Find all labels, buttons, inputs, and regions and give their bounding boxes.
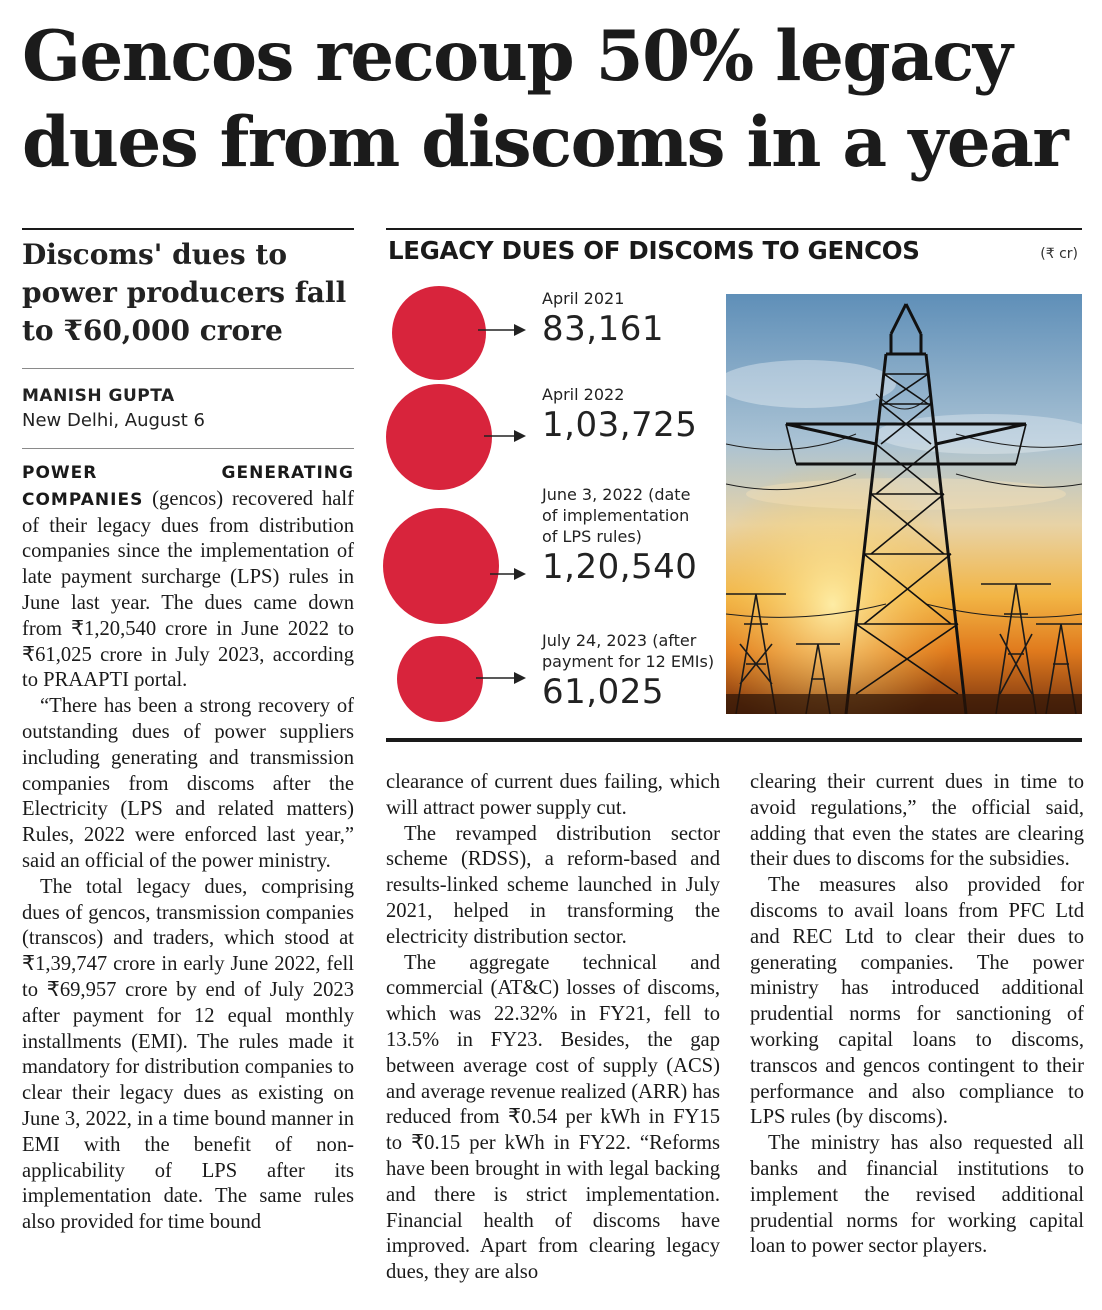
article-paragraph [22, 460, 354, 694]
article-paragraph: “There has been a strong recovery of outstanding dues of power suppliers including generating and transmission companies from discoms after the Electricity (LPS and related matters) Rules, 2022 were enforced last year,” said an official of the power ministry. [22, 695, 354, 872]
byline-bottom-rule [22, 448, 354, 449]
article-paragraph-text: (gencos) recovered half of their legacy dues from distribution companies since the implementation of late payment surcharge (LPS) rules in June last year. The dues came down from ₹1,20,540 crore in June 2022 to ₹61,025 crore in July 2023, according to PRAAPTI portal. [22, 487, 354, 692]
subheadline-line-2: power producers fall [22, 276, 347, 309]
article-column-2 [386, 770, 720, 1286]
entry-value: 1,03,725 [542, 405, 698, 445]
subheadline [22, 236, 352, 350]
graphic-top-rule [386, 228, 1082, 230]
bubble-april-2022 [386, 384, 492, 490]
entry-date-line-2: payment for 12 EMIs) [542, 652, 715, 671]
arrow-icon [476, 670, 528, 686]
entry-date: June 3, 2022 (date [542, 485, 691, 504]
article-column-1 [22, 460, 354, 1236]
entry-date: April 2022 [542, 385, 625, 404]
subheadline-line-1: Discoms' dues to [22, 238, 287, 271]
article-paragraph: clearing their current dues in time to avoid regulations,” the official said, adding that even the states are clearing their dues to discoms for the subsidies. [750, 771, 1084, 871]
bubble-april-2021 [392, 286, 486, 380]
arrow-icon [478, 322, 528, 338]
bubble-july-2023 [397, 636, 483, 722]
entry-june-2022 [542, 484, 697, 587]
dateline: New Delhi, August 6 [22, 410, 205, 431]
arrow-icon [484, 428, 528, 444]
left-top-rule [22, 228, 354, 230]
byline [22, 384, 352, 434]
article-paragraph: The total legacy dues, comprising dues of gencos, transmission companies (transcos) and traders, which stood at ₹1,39,747 crore in early June 2022, fell to ₹69,957 crore by end of July 2023 after payment for 12 equal monthly installments (EMI). The rules made it mandatory for distribution companies to clear their legacy dues as existing on June 3, 2022, in a time bound manner in EMI with the benefit of non-applicability of LPS after its implementation date. The same rules also provided for time bound [22, 875, 354, 1234]
article-lead-in: POWER GENERATING COMPANIES [22, 463, 354, 510]
bubble-june-2022 [383, 508, 499, 624]
headline [22, 14, 1092, 186]
entry-april-2021 [542, 288, 664, 349]
entry-april-2022 [542, 384, 697, 445]
subheadline-line-3: to ₹60,000 crore [22, 314, 283, 347]
entry-value: 83,161 [542, 309, 664, 349]
article-paragraph: The revamped distribution sector scheme (RDSS), a reform-based and results-linked scheme launched in July 2021, helped in transforming the electricity distribution sector. [386, 822, 720, 948]
article-paragraph: The aggregate technical and commercial (AT&C) losses of discoms, which was 22.32% in FY21, fell to 13.5% in FY23. Besides, the gap between average cost of supply (ACS) and average revenue realized (ARR) has reduced from ₹0.54 per kWh in FY15 to ₹0.15 per kWh in FY22. “Reforms have been brought in with legal backing and there is strict implementation. Financial health of discoms have improved. Apart from clearing legacy dues, they are also [386, 951, 720, 1284]
entry-date: April 2021 [542, 289, 625, 308]
article-column-3 [750, 770, 1084, 1260]
headline-line-1: Gencos recoup 50% legacy [22, 16, 1012, 97]
graphic-unit: (₹ cr) [1040, 246, 1078, 262]
deck-bottom-rule [22, 368, 354, 369]
entry-july-2023 [542, 630, 714, 712]
article-paragraph: The ministry has also requested all banks and financial institutions to implement the revised additional prudential norms for working capital loan to power sector players. [750, 1132, 1084, 1258]
graphic-bottom-rule [386, 738, 1082, 742]
arrow-icon [490, 566, 528, 582]
article-paragraph: The measures also provided for discoms to avail loans from PFC Ltd and REC Ltd to clear their dues to generating companies. The power ministry has introduced additional prudential norms for sanctioning of working capital loans to discoms, transcos and gencos contingent to their performance and also compliance to LPS rules (by discoms). [750, 874, 1084, 1129]
headline-line-2: dues from discoms in a year [22, 102, 1068, 183]
entry-date-line-2: of implementation [542, 506, 690, 525]
article-paragraph: clearance of current dues failing, which will attract power supply cut. [386, 771, 720, 819]
author-name: MANISH GUPTA [22, 386, 175, 406]
graphic-title: LEGACY DUES OF DISCOMS TO GENCOS [388, 236, 920, 265]
entry-value: 61,025 [542, 672, 664, 712]
entry-date: July 24, 2023 (after [542, 631, 697, 650]
transmission-tower-photo [726, 294, 1082, 714]
entry-date-line-3: of LPS rules) [542, 527, 642, 546]
entry-value: 1,20,540 [542, 547, 698, 587]
